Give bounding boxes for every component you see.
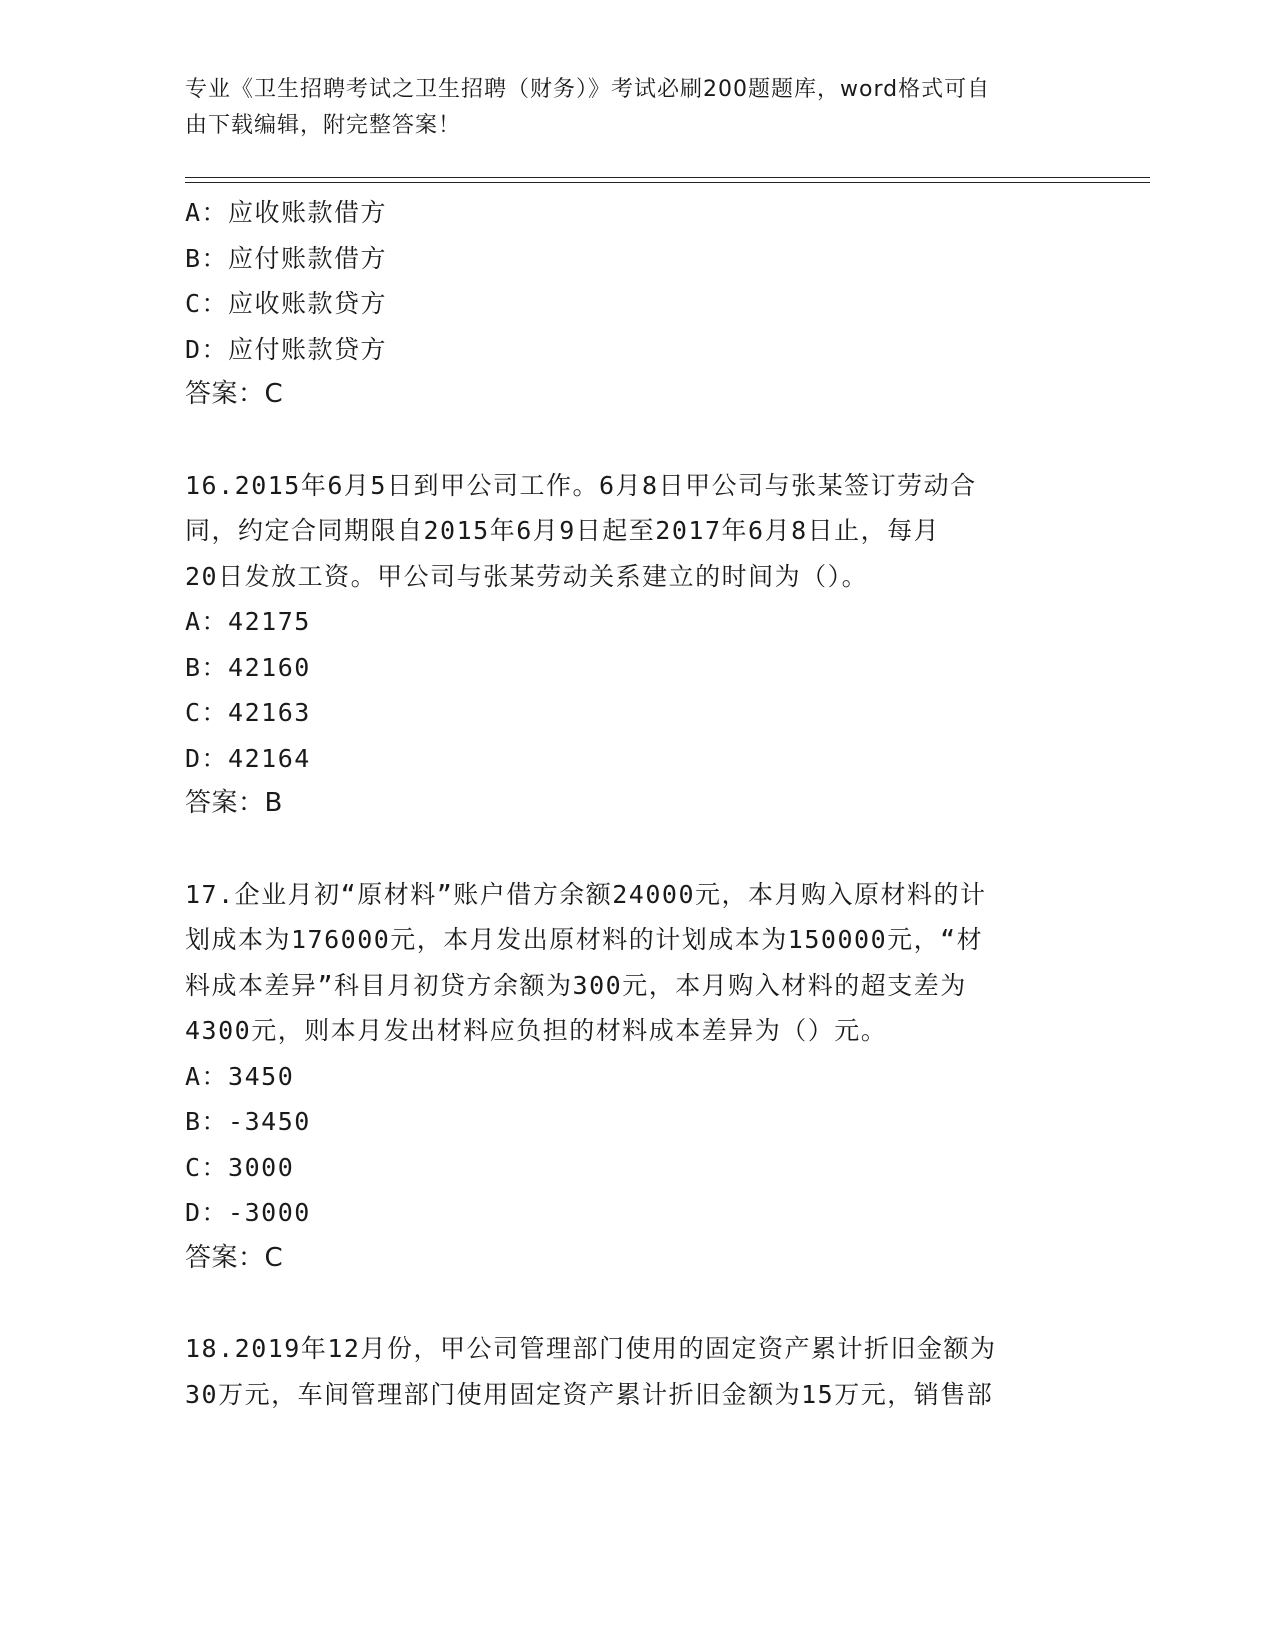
question-stem-line: 20日发放工资。甲公司与张某劳动关系建立的时间为（）。 [185,561,869,591]
option-a: A：3450 [185,1061,295,1091]
question-18 [185,1326,1085,1417]
option-a: A：应收账款借方 [185,198,388,227]
option-d: D：42164 [185,743,311,773]
spacer [185,418,1085,463]
header-rule-top [185,177,1150,178]
question-stem-line: 同，约定合同期限自2015年6月9日起至2017年6月8日止，每月 [185,516,941,545]
question-stem-line: 16.2015年6月5日到甲公司工作。6月8日甲公司与张某签订劳动合 [185,470,977,500]
question-stem-line: 划成本为176000元，本月发出原材料的计划成本为150000元，“材 [185,925,984,954]
question-stem-line: 4300元，则本月发出材料应负担的材料成本差异为（）元。 [185,1016,888,1045]
option-c: C：应收账款贷方 [185,289,388,318]
question-17 [185,872,1085,1282]
question-stem-line: 料成本差异”科目月初贷方余额为300元，本月购入材料的超支差为 [185,970,967,1000]
answer: 答案：C [185,379,284,409]
spacer [185,1281,1085,1326]
document-header [185,72,1065,144]
option-c: C：42163 [185,698,311,727]
question-stem-line: 18.2019年12月份，甲公司管理部门使用的固定资产累计折旧金额为 [185,1334,997,1363]
spacer [185,827,1085,872]
option-d: D：-3000 [185,1198,311,1227]
option-d: D：应付账款贷方 [185,334,388,364]
question-stem-line: 30万元，车间管理部门使用固定资产累计折旧金额为15万元，销售部 [185,1379,994,1409]
question-stem-line: 17.企业月初“原材料”账户借方余额24000元，本月购入原材料的计 [185,879,987,909]
header-line-2: 由下载编辑，附完整答案！ [185,113,462,138]
question-15 [185,190,1085,418]
header-rule-bottom [185,182,1150,183]
question-16 [185,463,1085,827]
option-c: C：3000 [185,1152,295,1182]
answer: 答案：C [185,1242,284,1273]
option-b: B：应付账款借方 [185,243,388,273]
question-content [185,190,1085,1417]
header-line-1: 专业《卫生招聘考试之卫生招聘（财务）》考试必刷200题题库，word格式可自 [185,77,991,102]
answer: 答案：B [185,788,283,818]
option-b: B：-3450 [185,1107,311,1136]
option-a: A：42175 [185,607,311,636]
option-b: B：42160 [185,652,311,682]
